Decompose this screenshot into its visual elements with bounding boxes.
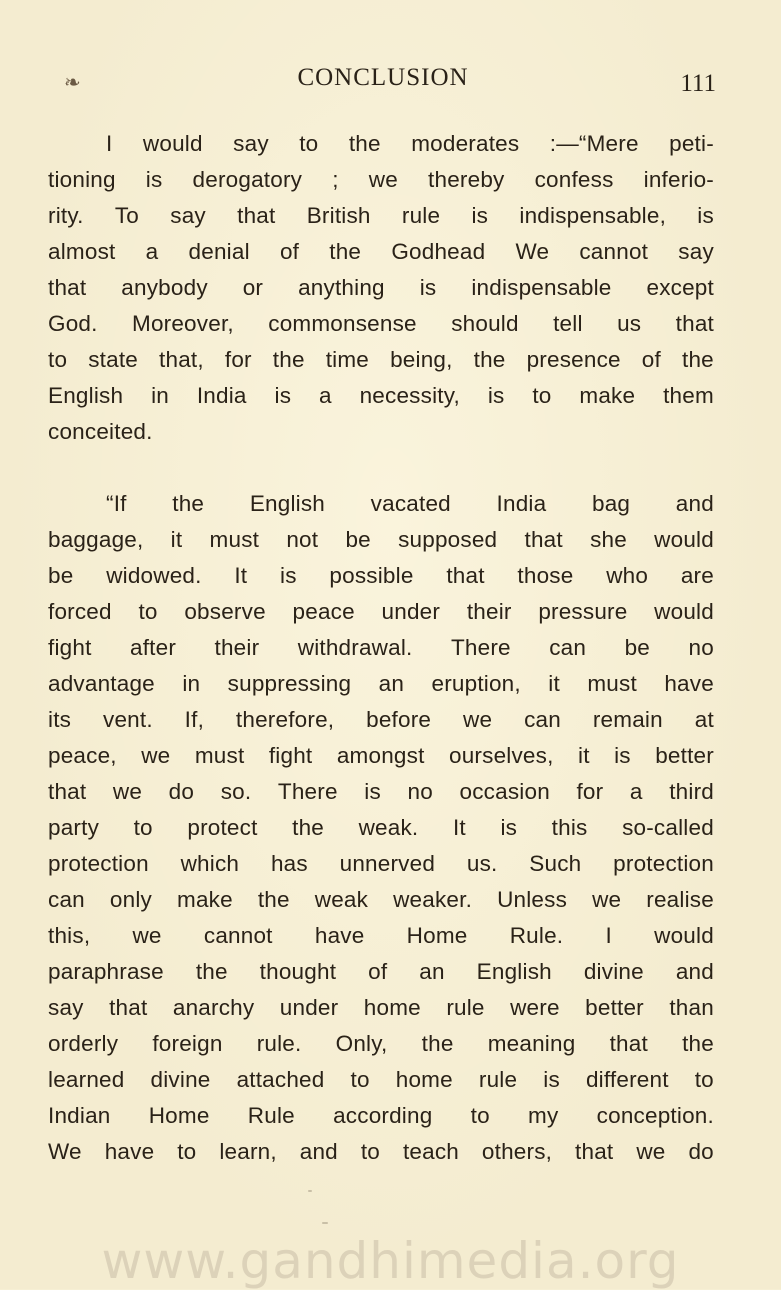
text-line: orderly foreign rule. Only, the meaning that the (48, 1031, 714, 1056)
text-line: God. Moreover, commonsense should tell us that (48, 311, 714, 336)
text-line: rity. To say that British rule is indispensable, is (48, 203, 714, 228)
text-line: protection which has unnerved us. Such protection (48, 851, 714, 876)
text-line: party to protect the weak. It is this so-called (48, 815, 714, 840)
running-title: CONCLUSION (297, 64, 469, 91)
page-header (48, 64, 718, 100)
text-line: can only make the weak weaker. Unless we realise (48, 887, 714, 912)
print-speck (308, 1190, 312, 1192)
text-line: “If the English vacated India bag and (106, 491, 714, 516)
ornament-icon: ❧ (64, 72, 81, 94)
text-line: Indian Home Rule according to my conception. (48, 1103, 714, 1128)
text-line: be widowed. It is possible that those who are (48, 563, 714, 588)
text-line: that we do so. There is no occasion for a third (48, 779, 714, 804)
text-line: to state that, for the time being, the presence of the (48, 347, 714, 372)
text-line: forced to observe peace under their pressure would (48, 599, 714, 624)
text-line: English in India is a necessity, is to make them (48, 383, 714, 408)
text-line: almost a denial of the Godhead We cannot say (48, 239, 714, 264)
text-line: conceited. (48, 419, 153, 444)
text-line: advantage in suppressing an eruption, it must have (48, 671, 714, 696)
text-line: peace, we must fight amongst ourselves, it is better (48, 743, 714, 768)
text-line: I would say to the moderates :—“Mere peti- (106, 131, 714, 156)
paragraph-gap (48, 450, 714, 486)
page-number: 111 (680, 70, 716, 97)
text-line: learned divine attached to home rule is different to (48, 1067, 714, 1092)
text-line: We have to learn, and to teach others, that we do (48, 1139, 714, 1164)
text-line: its vent. If, therefore, before we can remain at (48, 707, 714, 732)
body-text (48, 126, 714, 1170)
text-line: say that anarchy under home rule were better than (48, 995, 714, 1020)
text-line: tioning is derogatory ; we thereby confess inferio- (48, 167, 714, 192)
print-speck (322, 1222, 328, 1224)
text-line: that anybody or anything is indispensable except (48, 275, 714, 300)
text-line: baggage, it must not be supposed that she would (48, 527, 714, 552)
watermark: www.gandhimedia.org (101, 1232, 680, 1290)
text-line: this, we cannot have Home Rule. I would (48, 923, 714, 948)
text-line: fight after their withdrawal. There can be no (48, 635, 714, 660)
text-line: paraphrase the thought of an English divine and (48, 959, 714, 984)
